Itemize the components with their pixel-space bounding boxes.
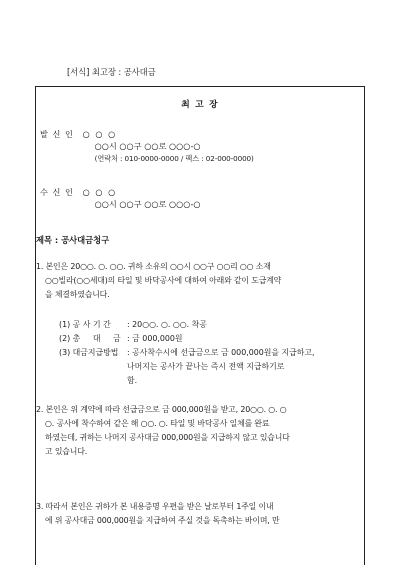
sender-name: ○ ○ ○ [82, 129, 117, 139]
recipient-label: 수 신 인 [40, 187, 74, 197]
sender-contact: (연락처 : 010-0000-0000 / 팩스 : 02-000-0000) [94, 154, 254, 163]
term-value: : 20○○. ○. ○○. 착공 [127, 320, 207, 329]
recipient-name: ○ ○ ○ [82, 187, 117, 197]
paragraph-2 [36, 403, 358, 459]
paragraph-2-line: 2. 본인은 위 계약에 따라 선급금으로 금 000,000원을 받고, 20○○. ○. ○ [36, 405, 287, 414]
paragraph-3-line: 3. 따라서 본인은 귀하가 본 내용증명 우편을 받은 날로부터 1주일 이내 [36, 502, 274, 511]
term-value: : 금 000,000원 [127, 334, 183, 343]
sender-block [40, 129, 254, 165]
paragraph-3-line: 에 위 공사대금 000,000원을 지급하여 주실 것을 독촉하는 바이며, 만 [45, 516, 280, 525]
form-label: [서식] 최고장 : 공사대금 [67, 67, 156, 77]
document-title: 최 고 장 [181, 100, 219, 110]
paragraph-2-line: 고 있습니다. [45, 447, 88, 456]
document-frame [35, 86, 365, 565]
sender-address: ○○시 ○○구 ○○로 ○○○-○ [94, 141, 201, 151]
term-value: : 공사착수시에 선급금으로 금 000,000원을 지급하고, [127, 348, 315, 357]
recipient-address: ○○시 ○○구 ○○로 ○○○-○ [94, 199, 201, 209]
term-row [59, 346, 315, 360]
term-label: (2) 총 대 금 [59, 334, 121, 343]
term-label: (3) 대금지급방법 [59, 348, 119, 357]
paragraph-2-line: 하였는데, 귀하는 나머지 공사대금 000,000원을 지급하지 않고 있습니다 [45, 433, 290, 442]
term-row [59, 318, 315, 332]
term-continuation: 함. [127, 376, 138, 385]
paragraph-3 [36, 500, 358, 528]
paragraph-1 [36, 260, 358, 302]
term-continuation: 나머지는 공사가 끝나는 즉시 전액 지급하기로 [127, 362, 285, 371]
paragraph-1-line: 을 체결하였습니다. [45, 290, 110, 299]
subject-line: 제목 : 공사대금청구 [36, 235, 110, 245]
term-row [59, 332, 315, 346]
paragraph-2-line: ○. 공사에 착수하여 같은 해 ○○. ○. 타일 및 바닥공사 일체를 완료 [45, 419, 270, 428]
recipient-block [40, 187, 201, 211]
contract-terms [59, 318, 315, 388]
paragraph-1-line: 1. 본인은 20○○. ○. ○○. 귀하 소유의 ○○시 ○○구 ○○리 ○○ 소재 [36, 262, 271, 271]
paragraph-1-line: ○○빌라(○○세대)의 타일 및 바닥공사에 대하여 아래와 같이 도급계약 [45, 276, 282, 285]
sender-label: 발 신 인 [40, 129, 74, 139]
term-label: (1) 공 사 기 간 [59, 320, 111, 329]
